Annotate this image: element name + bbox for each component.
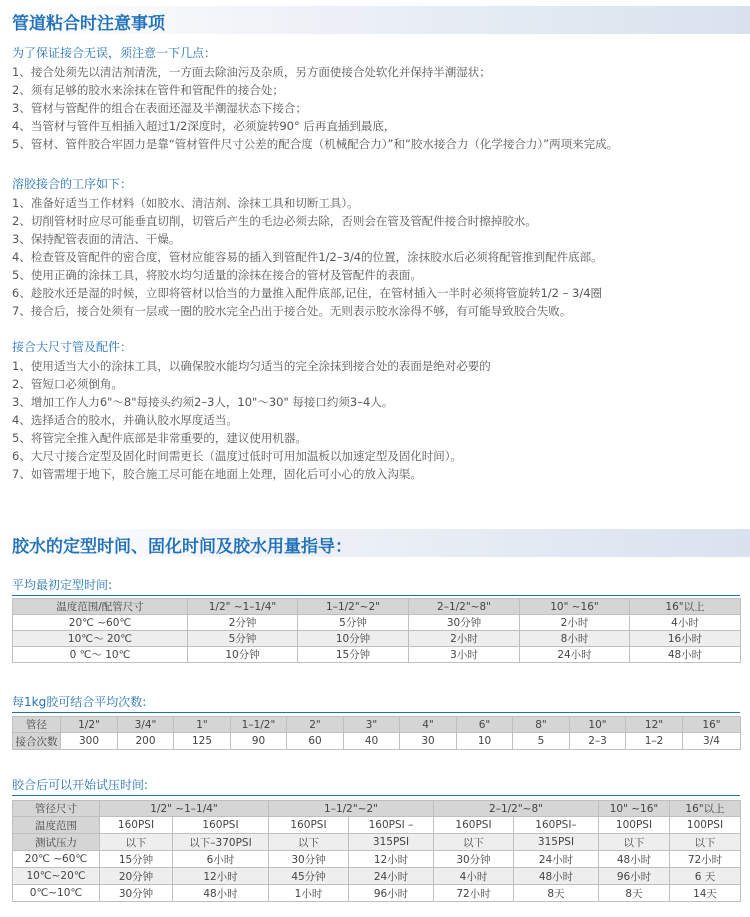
section-title: 胶水的定型时间、固化时间及胶水用量指导： xyxy=(12,537,352,557)
table-row xyxy=(13,868,741,885)
large-size-item: 5、将管完全推入配件底部是非常重要的，建议使用机器。 xyxy=(12,431,307,445)
table-cell: 72小时 xyxy=(670,851,741,868)
table-header-cell: 10" xyxy=(570,717,626,733)
table-cell: 5分钟 xyxy=(298,615,409,631)
table-cell: 5 xyxy=(513,733,570,750)
notes-heading: 为了保证接合无误，须注意一下几点： xyxy=(12,46,217,60)
table-cell: 300 xyxy=(61,733,118,750)
table-cell: 10 xyxy=(457,733,513,750)
large-size-item: 7、如管需埋于地下，胶合施工尽可能在地面上处理，固化后可小心的放入沟渠。 xyxy=(12,467,422,481)
table-caption: 每1kg胶可结合平均次数: xyxy=(12,695,147,709)
table-header-cell: 2–1/2"~8" xyxy=(409,599,520,615)
table-header-cell: 管径尺寸 xyxy=(13,801,100,817)
table-cell: 160PSI – xyxy=(349,817,434,834)
table-cell: 48小时 xyxy=(630,647,741,663)
process-item: 4、检查管及管配件的密合度，管材应能容易的插入到管配件1/2–3/4的位置，涂抹胶水后必须将配管推到配件底部。 xyxy=(12,250,603,264)
table-cell: 315PSI xyxy=(349,834,434,851)
process-item: 2、切削管材时应尽可能垂直切削，切管后产生的毛边必须去除，否则会在管及管配件接合时擦掉胶水。 xyxy=(12,214,537,228)
table-header-cell: 10" ~16" xyxy=(520,599,630,615)
table-header-cell: 1/2" ~1–1/4" xyxy=(188,599,298,615)
table-cell: 以下 xyxy=(670,834,741,851)
table-cell: 2小时 xyxy=(409,631,520,647)
table-row xyxy=(13,733,741,750)
table-cell: 24小时 xyxy=(514,851,599,868)
notes-item: 1、接合处须先以清洁剂清洗，一方面去除油污及杂质，另方面使接合处软化并保持半潮湿状； xyxy=(12,65,491,79)
table-cell: 4小时 xyxy=(630,615,741,631)
table-cell: 100PSI xyxy=(599,817,670,834)
table-header-cell: 12" xyxy=(626,717,683,733)
table-cell: 48小时 xyxy=(514,868,599,885)
table-cell: 45分钟 xyxy=(269,868,349,885)
table-cell: 1–2 xyxy=(626,733,683,750)
table-cell: 20℃ ~60℃ xyxy=(13,851,100,868)
table-cell: 10分钟 xyxy=(298,631,409,647)
table-cell: 30分钟 xyxy=(100,885,173,902)
table-cell: 0℃~10℃ xyxy=(13,885,100,902)
process-item: 5、使用正确的涂抹工具，将胶水均匀适量的涂抹在接合的管材及管配件的表面。 xyxy=(12,268,422,282)
table-row xyxy=(13,885,741,902)
table-cell: 12小时 xyxy=(349,851,434,868)
table-header-cell: 2" xyxy=(287,717,344,733)
table-cell: 以下 xyxy=(599,834,670,851)
table-cell: 48小时 xyxy=(599,851,670,868)
table-cell: 160PSI xyxy=(100,817,173,834)
table-row xyxy=(13,615,741,631)
table-header-cell: 管径 xyxy=(13,717,61,733)
table-row xyxy=(13,631,741,647)
table-cell: 315PSI xyxy=(514,834,599,851)
table-header-cell: 8" xyxy=(513,717,570,733)
table-cell: 2–3 xyxy=(570,733,626,750)
caption-rule xyxy=(12,712,740,713)
table-cell: 以下 xyxy=(100,834,173,851)
table-header-cell: 温度范围 xyxy=(13,817,100,834)
table-header-cell: 3" xyxy=(344,717,400,733)
table-header-cell: 1–1/2"~2" xyxy=(269,801,434,817)
table-cell: 10分钟 xyxy=(188,647,298,663)
table-cell: 3/4 xyxy=(683,733,741,750)
notes-block xyxy=(12,44,740,153)
table-header-cell: 温度范围/配管尺寸 xyxy=(13,599,188,615)
table-row xyxy=(13,834,741,851)
table-cell: 160PSI– xyxy=(514,817,599,834)
process-item: 3、保持配管表面的清洁、干燥。 xyxy=(12,232,181,246)
table-header-cell: 接合次数 xyxy=(13,733,61,750)
table-header-cell: 1–1/2" xyxy=(231,717,287,733)
table-header-cell: 3/4" xyxy=(118,717,174,733)
table-cell: 100PSI xyxy=(670,817,741,834)
table-cell: 14天 xyxy=(670,885,741,902)
large-size-heading: 接合大尺寸管及配件： xyxy=(12,340,133,354)
table-row xyxy=(13,817,741,834)
uses-per-kg-table xyxy=(12,716,741,750)
table-header-cell: 6" xyxy=(457,717,513,733)
caption-rule xyxy=(12,595,740,596)
process-item: 7、接合后，接合处须有一层或一圈的胶水完全凸出于接合处。无则表示胶水涂得不够，有可能导致胶合失败。 xyxy=(12,304,572,318)
table-cell: 12小时 xyxy=(173,868,269,885)
table-cell: 96小时 xyxy=(599,868,670,885)
table-header-cell: 测试压力 xyxy=(13,834,100,851)
table-cell: 24小时 xyxy=(520,647,630,663)
section-header-band xyxy=(0,6,750,34)
section-title: 管道粘合时注意事项 xyxy=(12,14,165,34)
table-cell: 72小时 xyxy=(434,885,514,902)
table-header-cell: 1–1/2"~2" xyxy=(298,599,409,615)
table-caption: 平均最初定型时间: xyxy=(12,578,113,592)
large-size-item: 4、选择适合的胶水，并确认胶水厚度适当。 xyxy=(12,413,238,427)
table-header-cell: 2–1/2"~8" xyxy=(434,801,599,817)
table-cell: 96小时 xyxy=(349,885,434,902)
table-header-cell: 10" ~16" xyxy=(599,801,670,817)
table-cell: 5分钟 xyxy=(188,631,298,647)
process-item: 6、趁胶水还是湿的时候，立即将管材以恰当的力量推入配件底部,记住，在管材插入一半时必须将管旋转1/2 – 3/4圈 xyxy=(12,286,603,300)
table-cell: 200 xyxy=(118,733,174,750)
table-cell: 30 xyxy=(400,733,457,750)
table-cell: 8天 xyxy=(599,885,670,902)
table-row xyxy=(13,851,741,868)
pressure-test-time-table xyxy=(12,800,741,902)
table-header-cell: 1/2" xyxy=(61,717,118,733)
table-cell: 以下–370PSI xyxy=(173,834,269,851)
notes-item: 3、管材与管配件的组合在表面还湿及半潮湿状态下接合； xyxy=(12,101,307,115)
large-size-block xyxy=(12,338,740,483)
table-cell: 1小时 xyxy=(269,885,349,902)
table-cell: 6 天 xyxy=(670,868,741,885)
section-header-band xyxy=(0,529,750,557)
caption-rule xyxy=(12,795,740,796)
table-cell: 10℃～ 20℃ xyxy=(13,631,188,647)
process-block xyxy=(12,175,740,320)
process-item: 1、准备好适当工作材料（如胶水、清洁剂、涂抹工具和切断工具）。 xyxy=(12,196,359,210)
table-header-cell: 1" xyxy=(174,717,231,733)
notes-item: 5、管材、管件胶合牢固力是靠“管材管件尺寸公差的配合度（机械配合力）”和“胶水接合力（化学接合力）”两项来完成。 xyxy=(12,137,619,151)
table-header-cell: 4" xyxy=(400,717,457,733)
table-cell: 20分钟 xyxy=(100,868,173,885)
table-cell: 15分钟 xyxy=(100,851,173,868)
table-cell: 160PSI xyxy=(269,817,349,834)
table-cell: 40 xyxy=(344,733,400,750)
table-cell: 6小时 xyxy=(173,851,269,868)
table-cell: 125 xyxy=(174,733,231,750)
table-cell: 4小时 xyxy=(434,868,514,885)
table-header-cell: 16"以上 xyxy=(670,801,741,817)
table-header-cell: 16"以上 xyxy=(630,599,741,615)
notes-item: 4、当管材与管件互相插入超过1/2深度时，必须旋转90° 后再直插到最底， xyxy=(12,119,396,133)
table-cell: 90 xyxy=(231,733,287,750)
large-size-item: 2、管短口必须倒角。 xyxy=(12,377,123,391)
table-caption: 胶合后可以开始试压时间: xyxy=(12,778,149,792)
large-size-item: 3、增加工作人力6"～8"每接头约须2–3人，10"～30" 每接口约须3–4人。 xyxy=(12,395,394,409)
process-heading: 溶胶接合的工序如下： xyxy=(12,177,133,191)
table-header-cell: 16" xyxy=(683,717,741,733)
table-cell: 48小时 xyxy=(173,885,269,902)
table-cell: 8天 xyxy=(514,885,599,902)
table-cell: 15分钟 xyxy=(298,647,409,663)
table-row xyxy=(13,801,741,817)
table-cell: 16小时 xyxy=(630,631,741,647)
table-cell: 以下 xyxy=(434,834,514,851)
table-row xyxy=(13,717,741,733)
table-cell: 30分钟 xyxy=(409,615,520,631)
initial-set-time-table xyxy=(12,598,741,663)
notes-item: 2、须有足够的胶水来涂抹在管件和管配件的接合处； xyxy=(12,83,284,97)
large-size-item: 1、使用适当大小的涂抹工具，以确保胶水能均匀适当的完全涂抹到接合处的表面是绝对必要的 xyxy=(12,359,491,373)
table-cell: 160PSI xyxy=(434,817,514,834)
table-row xyxy=(13,647,741,663)
table-cell: 24小时 xyxy=(349,868,434,885)
table-cell: 10℃~20℃ xyxy=(13,868,100,885)
table-cell: 3小时 xyxy=(409,647,520,663)
table-cell: 以下 xyxy=(269,834,349,851)
table-cell: 8小时 xyxy=(520,631,630,647)
table-cell: 2分钟 xyxy=(188,615,298,631)
table-cell: 2小时 xyxy=(520,615,630,631)
table-cell: 20℃ ~60℃ xyxy=(13,615,188,631)
table-cell: 60 xyxy=(287,733,344,750)
table-cell: 30分钟 xyxy=(434,851,514,868)
table-cell: 0 ℃～ 10℃ xyxy=(13,647,188,663)
large-size-item: 6、大尺寸接合定型及固化时间需更长（温度过低时可用加温板以加速定型及固化时间）。 xyxy=(12,449,463,463)
table-header-cell: 1/2" ~1–1/4" xyxy=(100,801,269,817)
table-cell: 30分钟 xyxy=(269,851,349,868)
table-cell: 160PSI xyxy=(173,817,269,834)
